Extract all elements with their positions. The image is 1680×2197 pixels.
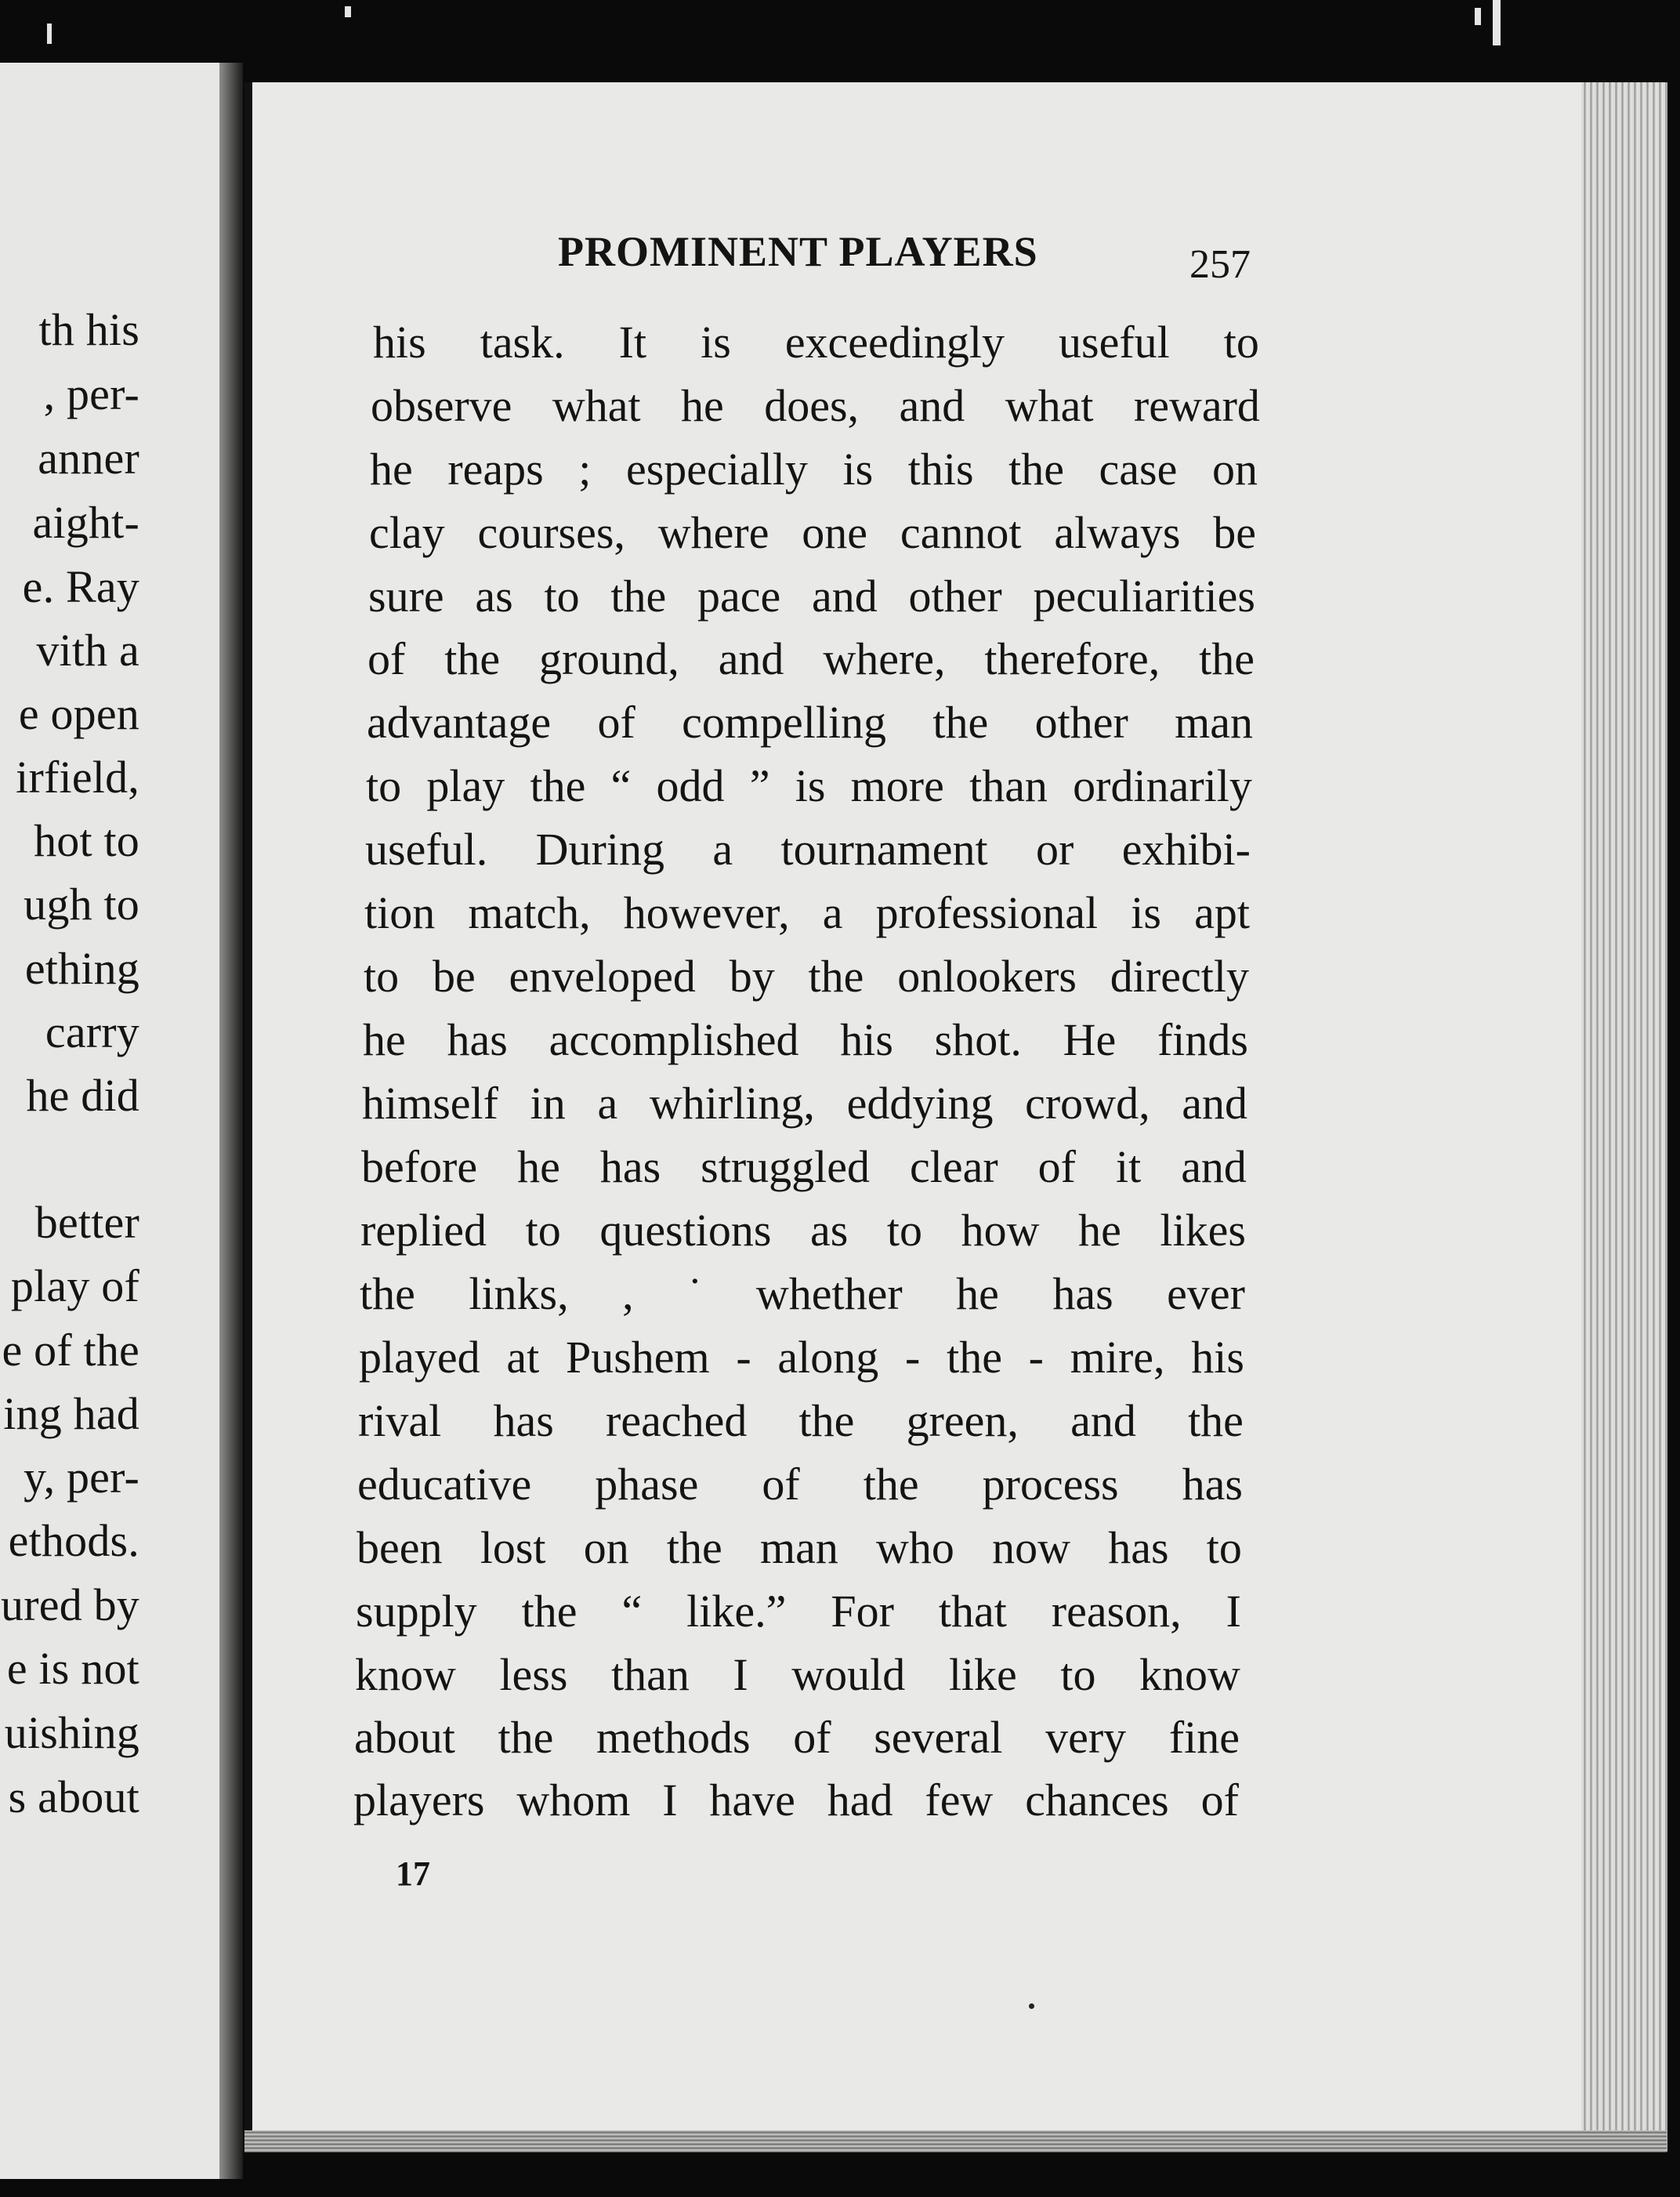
text-line: to be enveloped by the onlookers directly (364, 951, 1249, 1002)
text-line: educative phase of the process has (357, 1459, 1243, 1510)
left-page-line: vith a (36, 625, 139, 676)
text-line: about the methods of several very fine (354, 1712, 1240, 1763)
left-page-line: hot to (34, 815, 139, 866)
text-line: rival has reached the green, and the (358, 1395, 1244, 1446)
text-line: before he has struggled clear of it and (361, 1141, 1247, 1192)
text-line: he reaps ; especially is this the case on (370, 444, 1258, 495)
text-line: know less than I would like to know (355, 1649, 1240, 1700)
scan-dust (345, 6, 351, 17)
text-line: advantage of compelling the other man (367, 697, 1253, 748)
page-edges-bottom (244, 2130, 1667, 2152)
left-page-line: s about (8, 1771, 139, 1822)
text-line: replied to questions as to how he likes (360, 1205, 1246, 1256)
text-line: been lost on the man who now has to (357, 1522, 1242, 1573)
text-line: his task. It is exceedingly useful to (373, 317, 1259, 368)
ink-speck (1029, 2003, 1034, 2009)
text-line: the links, , ˙ whether he has ever (360, 1268, 1245, 1319)
left-page-line: play of (10, 1260, 139, 1311)
text-line: sure as to the pace and other peculiarities (368, 571, 1255, 622)
text-line: supply the “ like.” For that reason, I (356, 1586, 1241, 1637)
text-line: clay courses, where one cannot always be (369, 507, 1256, 558)
left-page-line: uishing (4, 1707, 139, 1758)
left-page-line: better (34, 1197, 139, 1248)
left-page-line: aight- (32, 497, 139, 548)
scan-dust (47, 24, 52, 44)
left-page-line: th his (38, 304, 139, 355)
text-line: of the ground, and where, therefore, the (368, 633, 1255, 684)
signature-mark: 17 (396, 1854, 430, 1893)
text-line: to play the “ odd ” is more than ordinarily (366, 760, 1252, 811)
left-page-line: e is not (6, 1643, 139, 1694)
left-page-line: irfield, (16, 752, 139, 803)
left-page-line: carry (45, 1006, 139, 1057)
left-page-line: ething (24, 943, 139, 994)
page-number: 257 (1189, 242, 1251, 287)
scan-dust (1493, 0, 1501, 45)
left-page-line: e. Ray (22, 561, 139, 612)
left-page-line: ethods. (8, 1515, 139, 1566)
left-page-line: e of the (2, 1325, 139, 1376)
left-page-line: anner (38, 433, 139, 484)
left-page-line: ing had (3, 1388, 139, 1439)
scan-dust (1475, 8, 1481, 25)
text-line: tion match, however, a professional is apt (364, 887, 1250, 938)
text-line: he has accomplished his shot. He finds (363, 1014, 1248, 1065)
left-page-line: he did (26, 1070, 139, 1121)
text-line: himself in a whirling, eddying crowd, and (362, 1078, 1247, 1129)
text-line: useful. During a tournament or exhibi- (365, 824, 1251, 875)
text-line: players whom I have had few chances of (353, 1775, 1239, 1825)
left-page-line: ured by (1, 1579, 139, 1630)
book-gutter (219, 63, 243, 2179)
left-page-line: , per- (43, 368, 139, 419)
text-line: observe what he does, and what reward (371, 380, 1260, 431)
page-edges-right (1581, 82, 1667, 2152)
left-page-line: e open (18, 688, 139, 739)
left-page-line: ugh to (24, 879, 139, 930)
text-line: played at Pushem - along - the - mire, his (359, 1332, 1244, 1383)
left-page-line: y, per- (24, 1452, 139, 1503)
running-head: PROMINENT PLAYERS (558, 228, 1038, 275)
